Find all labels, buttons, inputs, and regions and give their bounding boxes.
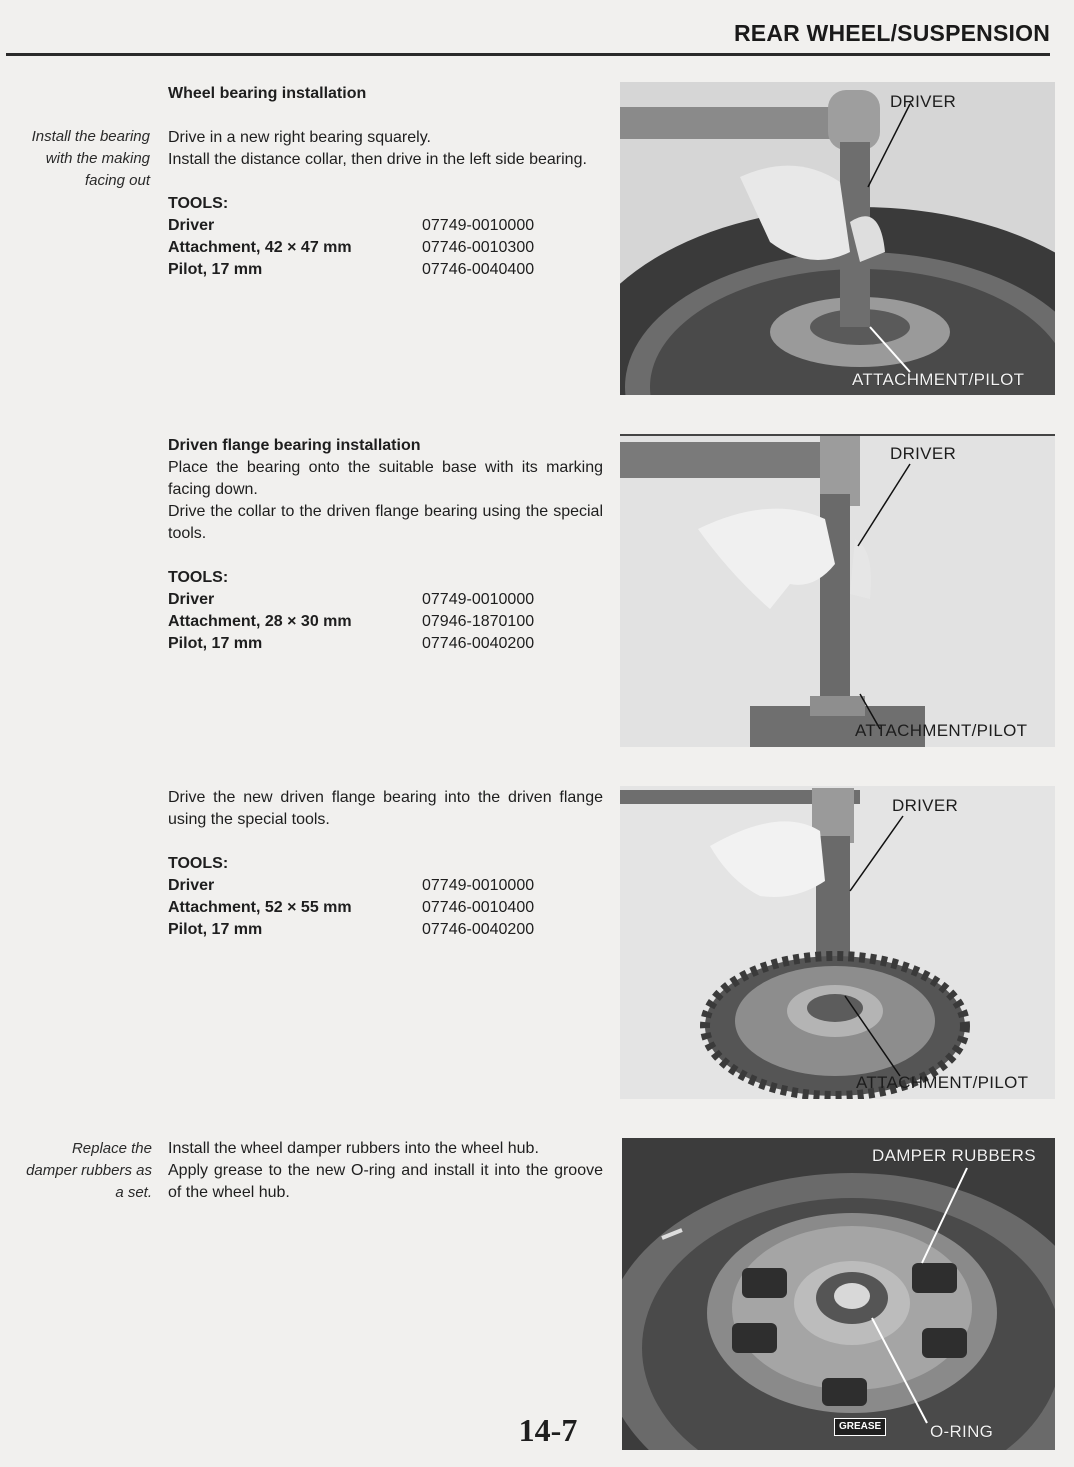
section-driven-flange-bearing-drive <box>168 787 603 941</box>
instruction-line: Drive in a new right bearing squarely. <box>168 129 431 146</box>
photo-illustration <box>620 82 1055 395</box>
tool-name: Attachment, 28 × 30 mm <box>168 613 352 630</box>
instruction-line: Install the distance collar, then drive in the left side bearing. <box>168 151 587 168</box>
tool-row <box>168 259 603 281</box>
side-note-line: damper rubbers as <box>26 1162 152 1179</box>
tool-row <box>168 589 603 611</box>
photo-label-attachment-pilot: ATTACHMENT/PILOT <box>855 721 1028 740</box>
tool-name: Driver <box>168 217 215 234</box>
side-note-line: a set. <box>115 1184 152 1201</box>
side-note-bearing-marking <box>0 126 150 192</box>
photo-label-damper-rubbers: DAMPER RUBBERS <box>872 1146 1036 1165</box>
tool-number: 07746-0010300 <box>422 239 535 256</box>
section-driven-flange-bearing-installation <box>168 435 603 655</box>
instruction-line: Place the bearing onto the suitable base with its marking facing down. <box>168 459 603 498</box>
grease-symbol-icon: GREASE <box>834 1418 886 1436</box>
photo-label-driver: DRIVER <box>890 92 957 111</box>
side-note-line: with the making <box>45 150 150 167</box>
tool-row <box>168 215 603 237</box>
photo-label-o-ring: O-RING <box>930 1422 994 1441</box>
tool-name: Pilot, 17 mm <box>168 921 263 938</box>
tool-number: 07746-0040200 <box>422 921 535 938</box>
photo-label-driver: DRIVER <box>892 796 959 815</box>
header-rule <box>6 53 1050 56</box>
tool-row <box>168 897 603 919</box>
tool-number: 07749-0010000 <box>422 591 535 608</box>
tool-number: 07749-0010000 <box>422 877 535 894</box>
tool-row <box>168 633 603 655</box>
tools-label: TOOLS: <box>168 569 229 586</box>
photo-wheel-hub-damper-rubbers <box>622 1138 1055 1450</box>
section-heading: Wheel bearing installation <box>168 85 367 102</box>
tool-name: Attachment, 52 × 55 mm <box>168 899 352 916</box>
tool-number: 07946-1870100 <box>422 613 535 630</box>
photo-wheel-bearing-driver <box>620 82 1055 395</box>
instruction-line: Drive the collar to the driven flange bearing using the special tools. <box>168 503 603 542</box>
tools-label: TOOLS: <box>168 195 229 212</box>
tool-name: Attachment, 42 × 47 mm <box>168 239 352 256</box>
tool-name: Pilot, 17 mm <box>168 261 263 278</box>
page-number: 14-7 <box>518 1412 578 1448</box>
tool-number: 07749-0010000 <box>422 217 535 234</box>
tool-number: 07746-0040200 <box>422 635 535 652</box>
section-damper-rubbers-o-ring <box>168 1138 603 1204</box>
page-header-title: REAR WHEEL/SUSPENSION <box>733 20 1050 46</box>
photo-driven-flange-collar-driver <box>620 434 1055 747</box>
photo-illustration <box>620 434 1055 747</box>
instruction-line: Install the wheel damper rubbers into the wheel hub. <box>168 1140 539 1157</box>
side-note-line: facing out <box>84 172 150 189</box>
side-note-damper-rubbers <box>2 1138 152 1204</box>
tool-row <box>168 611 603 633</box>
tool-number: 07746-0040400 <box>422 261 535 278</box>
photo-label-driver: DRIVER <box>890 444 957 463</box>
photo-label-attachment-pilot: ATTACHMENT/PILOT <box>852 370 1025 389</box>
side-note-line: Install the bearing <box>31 128 150 145</box>
instruction-line: Apply grease to the new O-ring and install it into the groove of the wheel hub. <box>168 1162 603 1201</box>
tool-number: 07746-0010400 <box>422 899 535 916</box>
photo-label-attachment-pilot: ATTACHMENT/PILOT <box>856 1073 1029 1092</box>
tools-label: TOOLS: <box>168 855 229 872</box>
side-note-line: Replace the <box>71 1140 152 1157</box>
tool-name: Driver <box>168 591 215 608</box>
tool-name: Pilot, 17 mm <box>168 635 263 652</box>
tool-row <box>168 875 603 897</box>
photo-illustration <box>620 786 1055 1099</box>
photo-illustration <box>622 1138 1055 1450</box>
tool-name: Driver <box>168 877 215 894</box>
tool-row <box>168 237 603 259</box>
section-wheel-bearing-installation <box>168 83 603 281</box>
tool-row <box>168 919 603 941</box>
photo-driven-flange-sprocket-driver <box>620 786 1055 1099</box>
instruction-line: Drive the new driven flange bearing into the driven flange using the special tools. <box>168 789 603 828</box>
section-heading: Driven flange bearing installation <box>168 437 421 454</box>
